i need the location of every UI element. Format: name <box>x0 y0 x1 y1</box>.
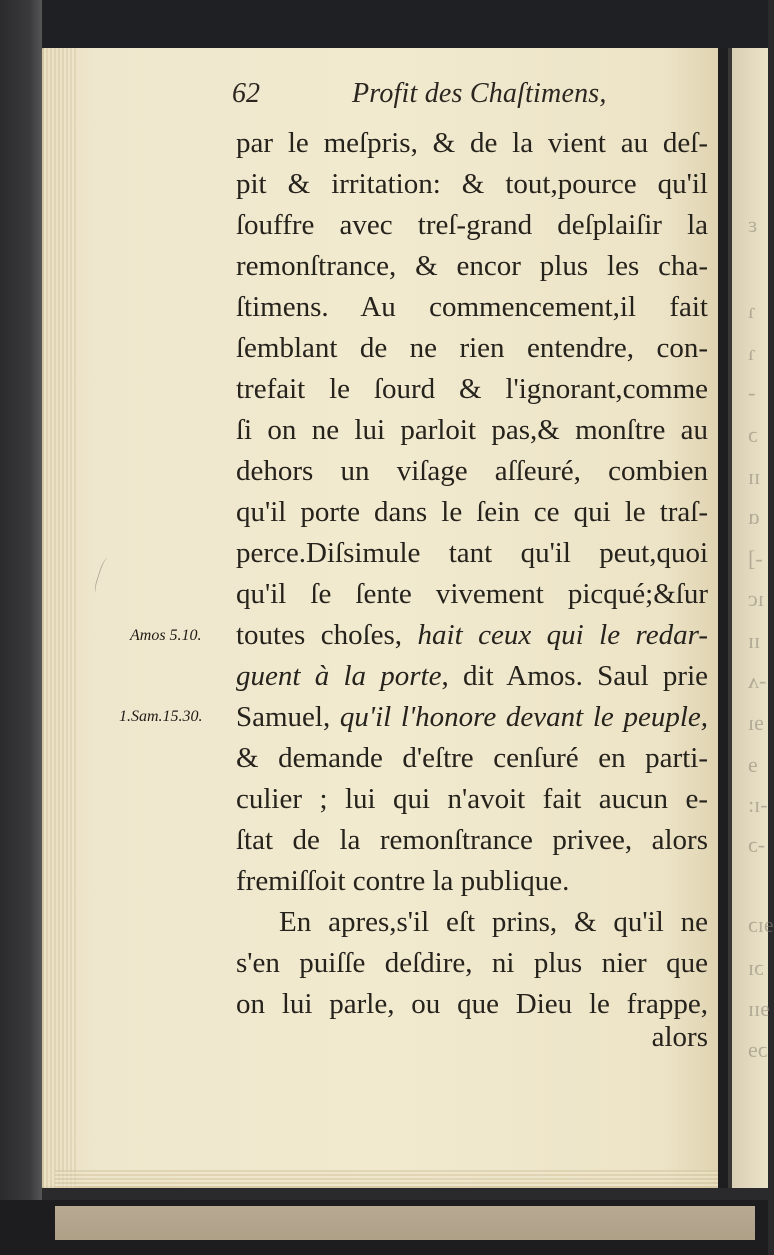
text-line <box>236 614 708 656</box>
text-line: & demande d'eſtre cenſuré en parti- <box>236 742 708 774</box>
quotation-italic: hait ceux qui le redar- <box>417 619 708 651</box>
text-line: par le meſpris, & de la vient au deſ- <box>236 127 708 159</box>
text-line: ſi on ne lui parloit pas,& monſtre au <box>236 414 708 446</box>
text-line: pit & irritation: & tout,pource qu'il <box>236 168 708 200</box>
margin-note-samuel: 1.Sam.15.30. <box>119 708 203 725</box>
showthrough-glyph: ıc <box>748 586 764 611</box>
showthrough-glyph: -] <box>748 546 763 571</box>
text-line: fremiſſoit contre la publique. <box>236 865 570 897</box>
text-span: Samuel, <box>236 701 340 733</box>
text-line <box>236 655 708 697</box>
quotation-italic: qu'il l'honore devant le peuple, <box>339 701 708 733</box>
text-line: culier ; lui qui n'avoit fait aucun e- <box>236 783 708 815</box>
quotation-italic: guent à la porte <box>236 660 442 692</box>
text-line: perce.Diſsimule tant qu'il peut,quoi <box>236 537 708 569</box>
page-number: 62 <box>232 78 260 109</box>
showthrough-glyph: - <box>748 380 756 405</box>
text-line: ſemblant de ne rien entendre, con- <box>236 332 708 364</box>
showthrough-glyph: -ɪ: <box>748 792 768 817</box>
showthrough-glyph: ɘ <box>748 752 758 777</box>
showthrough-glyph: -ʌ <box>748 668 767 693</box>
paragraph-start-line: En apres,s'il eſt prins, & qu'il ne <box>279 906 708 938</box>
running-title: Profit des Chaſtimens, <box>352 78 607 109</box>
text-span: , dit Amos. Saul prie <box>441 660 708 692</box>
showthrough-glyph: ɪɪ <box>748 464 761 489</box>
book-bottom-board <box>55 1206 755 1240</box>
showthrough-glyph: ɘı <box>748 710 764 735</box>
page-stack-edge <box>42 48 76 1188</box>
text-line <box>236 696 708 738</box>
text-line: qu'il ſe ſente vivement picqué;&ſur <box>236 578 708 610</box>
text-line: s'en puiſſe deſdire, ni plus nier que <box>236 947 708 979</box>
showthrough-glyph: ɔ <box>748 422 758 447</box>
text-line: dehors un viſage aſſeuré, combien <box>236 455 708 487</box>
showthrough-glyph: ɘɪɔ <box>748 912 774 937</box>
text-line: on lui parle, ou que Dieu le frappe, <box>236 988 708 1020</box>
showthrough-glyph: -ɔ <box>748 832 766 857</box>
text-line: qu'il porte dans le ſein ce qui le traſ- <box>236 496 708 528</box>
showthrough-glyph: ɪɪ <box>748 628 761 653</box>
page-header <box>228 70 708 116</box>
showthrough-glyph: ɔɪ <box>748 955 764 980</box>
showthrough-glyph: ɑ <box>748 504 760 529</box>
catchword: alors <box>651 1021 708 1053</box>
showthrough-glyph: ɔɘ <box>748 1037 768 1062</box>
margin-note-amos: Amos 5.10. <box>130 627 202 644</box>
text-line: trefait le ſourd & l'ignorant,comme <box>236 373 708 405</box>
showthrough-glyph: ɘɪɪ <box>748 996 770 1021</box>
text-line: ſtimens. Au commencement,il fait <box>236 291 708 323</box>
showthrough-glyph: ε <box>748 212 758 237</box>
text-line: ſouffre avec treſ-grand deſplaiſir la <box>236 209 708 241</box>
book-cover-edge <box>0 0 42 1255</box>
showthrough-glyph: ɿ <box>748 340 756 365</box>
page-stack-bottom <box>55 1170 725 1188</box>
text-line: remonſtrance, & encor plus les cha- <box>236 250 708 282</box>
text-line: ſtat de la remonſtrance privee, alors <box>236 824 708 856</box>
text-span: toutes choſes, <box>236 619 418 651</box>
scanner-backdrop <box>0 0 768 50</box>
showthrough-glyph: ɿ <box>748 298 756 323</box>
